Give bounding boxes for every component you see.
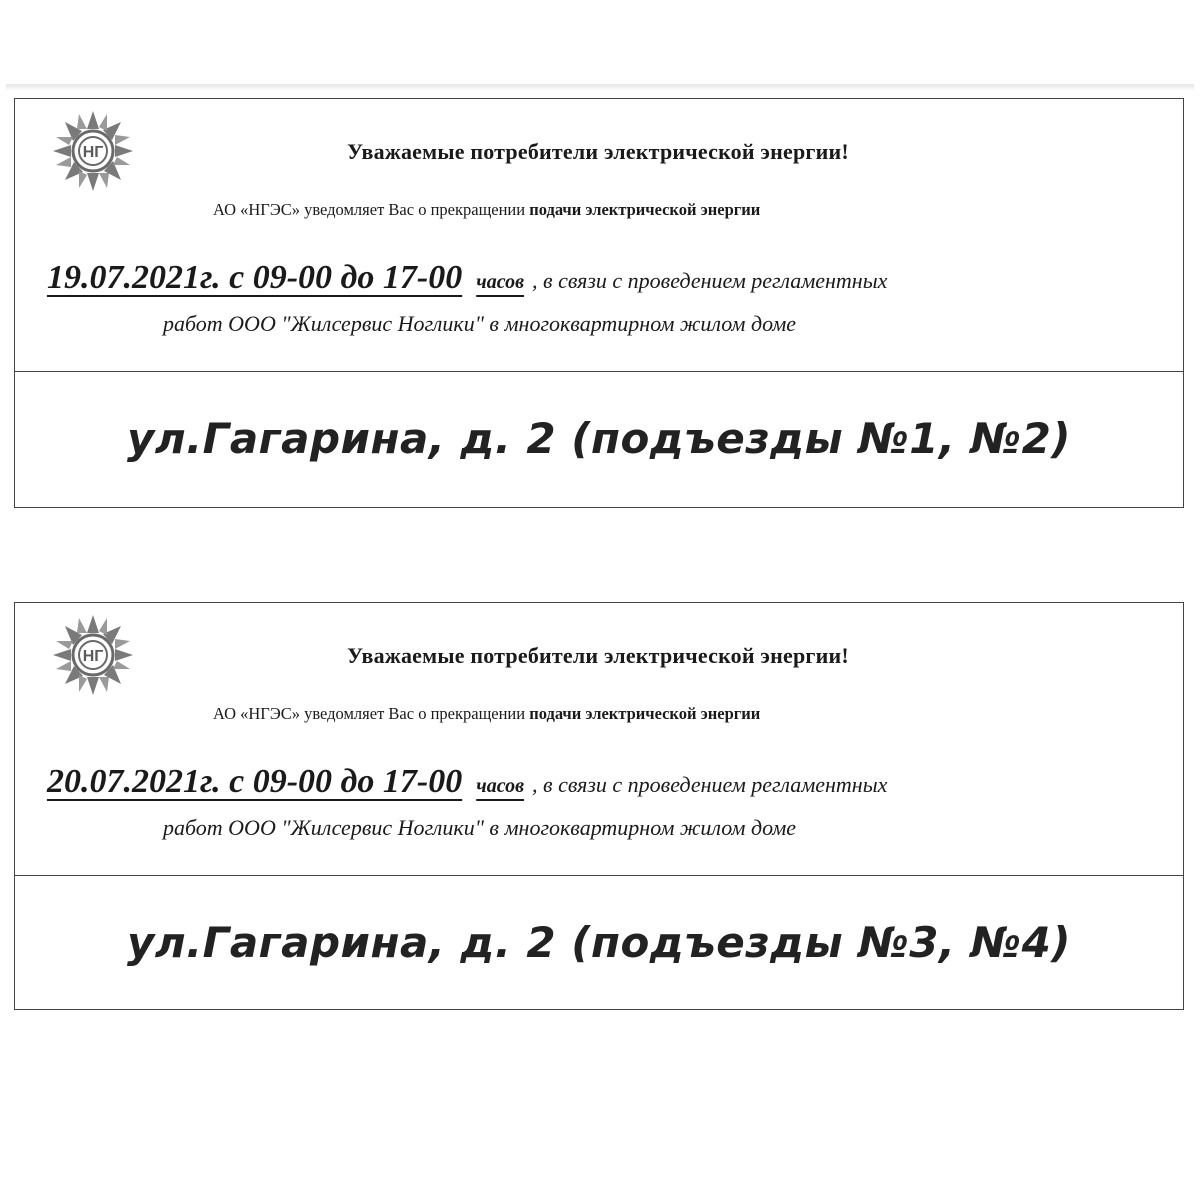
address-text: ул.Гагарина, д. 2 (подъезды №3, №4) [126, 918, 1071, 967]
address-text: ул.Гагарина, д. 2 (подъезды №1, №2) [126, 414, 1071, 463]
hours-label: часов [476, 775, 525, 797]
outage-date-line [47, 259, 887, 297]
reason-text: , в связи с проведением регламентных [532, 268, 888, 293]
page-edge-shadow [6, 84, 1194, 90]
reason-text: , в связи с проведением регламентных [532, 772, 888, 797]
notification-text: АО «НГЭС» уведомляет Вас о прекращении подачи электрической энергии [213, 704, 761, 723]
greeting-heading: Уважаемые потребители электрической энергии! [347, 643, 849, 668]
work-description: работ ООО "Жилсервис Ноглики" в многоквартирном жилом доме [163, 311, 797, 336]
outage-date: 19.07.2021г. с 09-00 до 17-00 [47, 259, 463, 296]
address-section [15, 876, 1183, 1008]
notice-card-1 [14, 98, 1184, 508]
notice-card-2 [14, 602, 1184, 1010]
outage-date-line [47, 763, 887, 801]
address-section [15, 372, 1183, 506]
notification-text: АО «НГЭС» уведомляет Вас о прекращении подачи электрической энергии [213, 200, 761, 219]
svg-text:НГ: НГ [82, 648, 104, 665]
notice-header [15, 99, 1183, 372]
hours-label: часов [476, 271, 525, 293]
ngs-sun-logo-icon [43, 109, 143, 193]
work-description: работ ООО "Жилсервис Ноглики" в многоквартирном жилом доме [163, 815, 797, 840]
greeting-heading: Уважаемые потребители электрической энергии! [347, 139, 849, 164]
svg-text:НГ: НГ [82, 144, 104, 161]
ngs-sun-logo-icon [43, 613, 143, 697]
outage-date: 20.07.2021г. с 09-00 до 17-00 [47, 763, 463, 800]
notice-header [15, 603, 1183, 876]
